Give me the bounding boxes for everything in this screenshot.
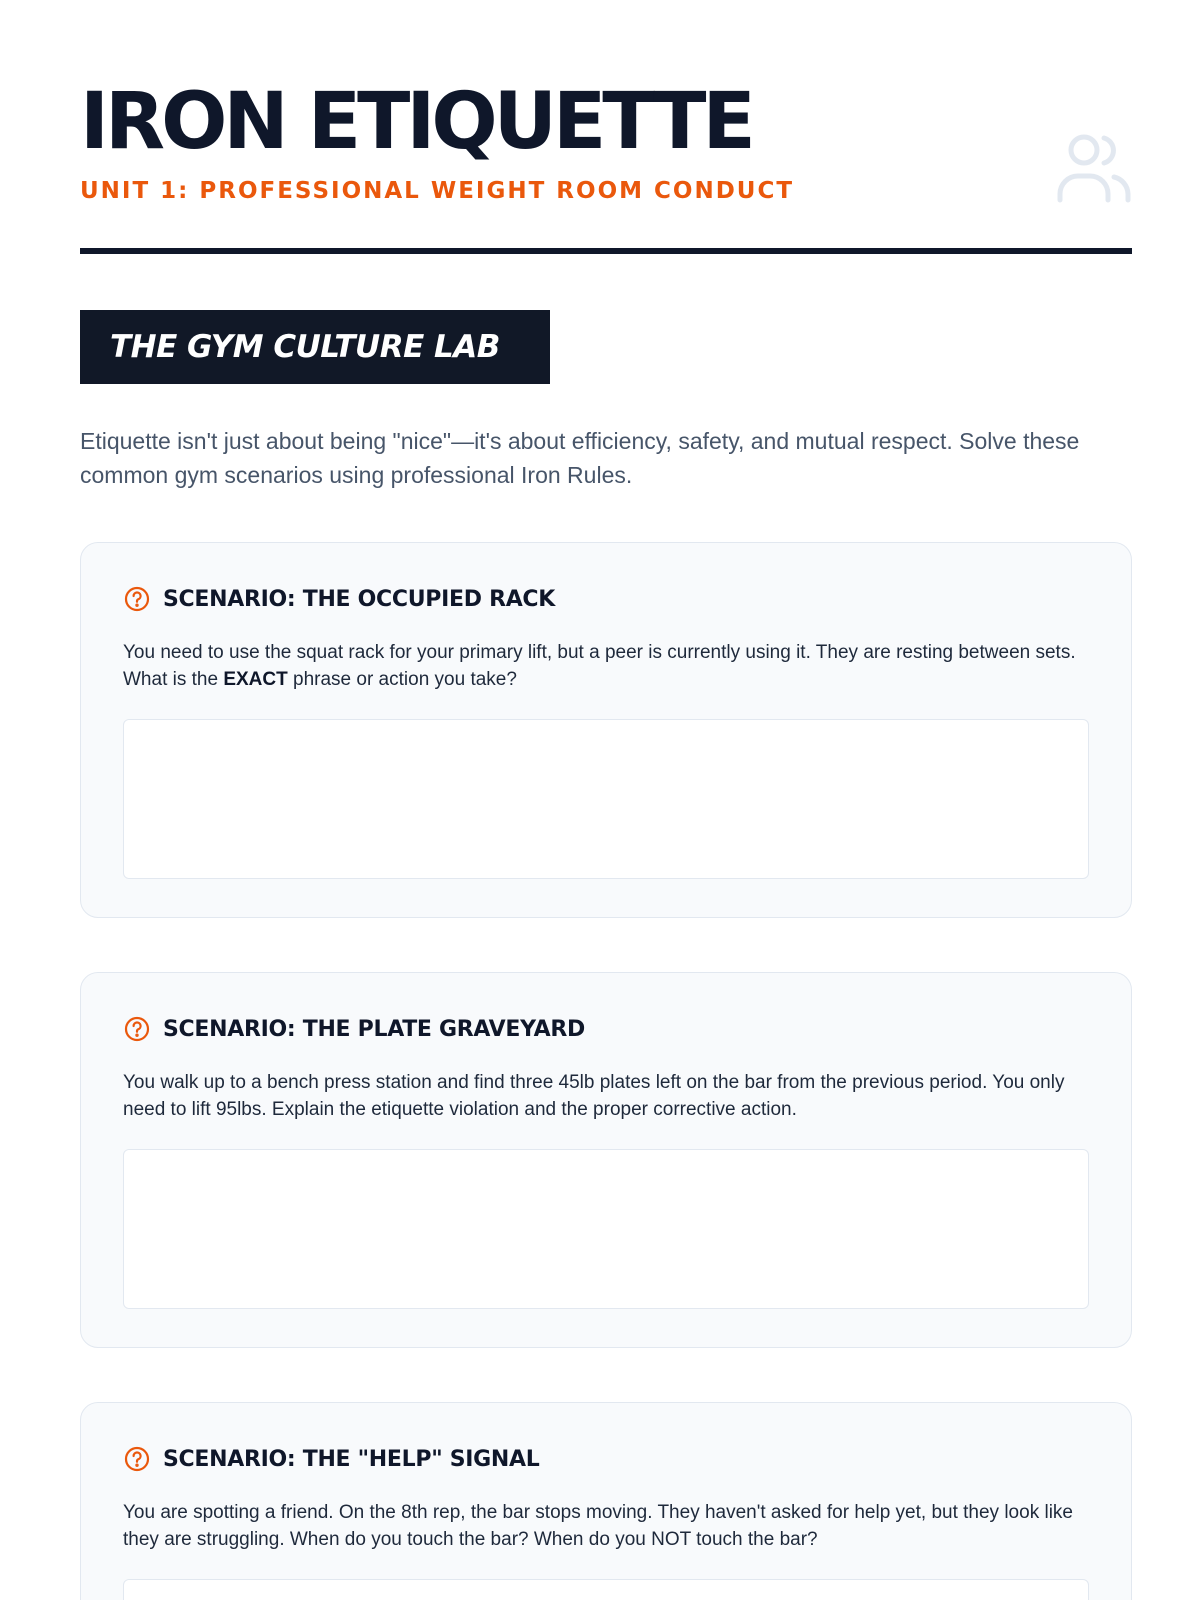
users-icon — [1056, 132, 1132, 204]
intro-text: Etiquette isn't just about being "nice"—it's about efficiency, safety, and mutual respect. Solve these common gym scenarios using professional Iron Rules. — [80, 428, 1080, 488]
page-header — [80, 0, 1132, 260]
scenario-description-emphasis: EXACT — [223, 669, 288, 690]
header-divider — [80, 248, 1132, 254]
scenario-card — [80, 972, 1132, 1348]
answer-textarea[interactable] — [123, 1579, 1089, 1600]
scenario-header — [123, 1015, 585, 1043]
scenario-description — [123, 639, 1093, 693]
scenario-card — [80, 542, 1132, 918]
page-title: IRON ETIQUETTE — [80, 77, 752, 167]
scenario-description: You are spotting a friend. On the 8th rep, the bar stops moving. They haven't asked for help yet, but they look like they are struggling. When do you touch the bar? When do you NOT touch the bar? — [123, 1502, 1073, 1550]
scenario-title: SCENARIO: THE OCCUPIED RACK — [163, 586, 556, 612]
scenario-header — [123, 585, 555, 613]
answer-textarea[interactable] — [123, 719, 1089, 879]
scenario-description-text: phrase or action you take? — [287, 669, 517, 690]
scenario-description-text: You need to use the squat rack for your primary lift, but a peer is currently using it. They are resting between sets. What is the — [123, 642, 1076, 690]
question-circle-icon — [123, 1445, 151, 1473]
question-circle-icon — [123, 585, 151, 613]
question-circle-icon — [123, 1015, 151, 1043]
worksheet-page — [80, 0, 1132, 1550]
scenario-title: SCENARIO: THE PLATE GRAVEYARD — [163, 1016, 585, 1042]
scenario-description: You walk up to a bench press station and find three 45lb plates left on the bar from the previous period. You only need to lift 95lbs. Explain the etiquette violation and the proper corrective action. — [123, 1072, 1065, 1120]
page-subtitle: UNIT 1: PROFESSIONAL WEIGHT ROOM CONDUCT — [80, 178, 795, 204]
answer-textarea[interactable] — [123, 1149, 1089, 1309]
scenario-title: SCENARIO: THE "HELP" SIGNAL — [163, 1446, 540, 1472]
section-banner: THE GYM CULTURE LAB — [80, 310, 550, 384]
scenario-header — [123, 1445, 539, 1473]
scenario-card — [80, 1402, 1132, 1600]
